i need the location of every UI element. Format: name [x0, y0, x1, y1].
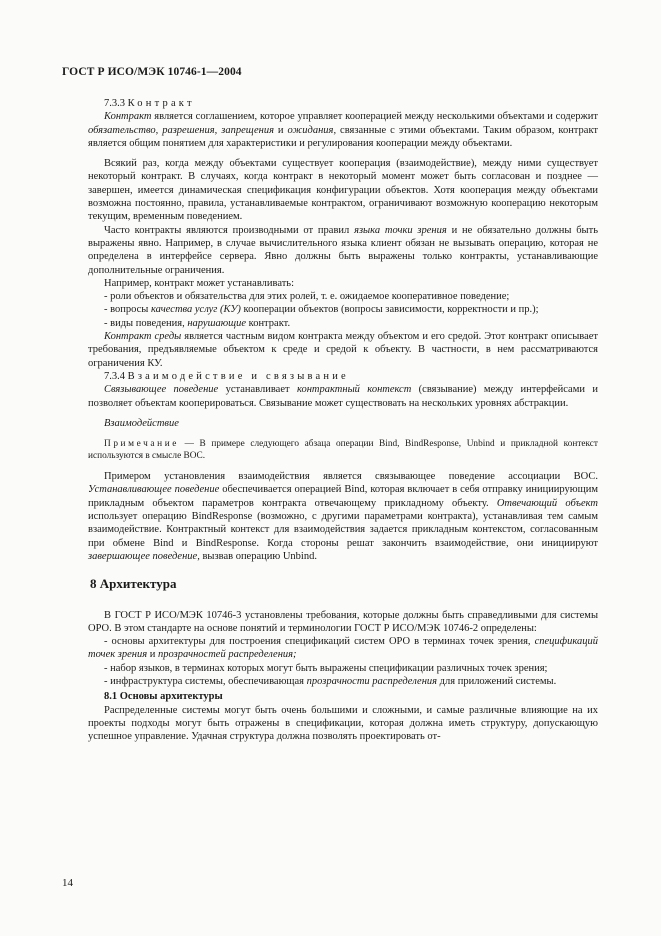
page-number: 14	[62, 877, 73, 889]
paragraph: Контракт является соглашением, которое управляет кооперацией между несколькими объектами и содержит обязательство, разрешения, запрещения и ожидания, связанные с этими объектами. Таким образом, контракт является общим понятием для характеристики и регулирования кооперации между объектами.	[88, 111, 598, 149]
subsection-heading-8-1: 8.1 Основы архитектуры	[104, 691, 223, 703]
paragraph: Примером установления взаимодействия является связывающее поведение ассоциации ВОС. Устанавливающее поведение обеспечивается операцией Bind, которая включает в себя отправку инициирующим прикладным объектом параметров контракта отвечающему прикладному объекту. Отвечающий объект использует операцию BindResponse (возможно, с другими параметрами контракта), устанавливая тем самым взаимодействие. Контрактный контекст для взаимодействия задается прикладным контекстом, согласованным при обмене Bind и BindResponse. Когда стороны решат закончить взаимодействие, они инициируют завершающее поведение, вызвав операцию Unbind.	[88, 471, 598, 562]
paragraph: Часто контракты являются производными от правил языка точки зрения и не обязательно должны быть выражены явно. Например, в случае вычислительного языка клиент обязан не вызывать операцию, которая не определена в интерфейсе сервера. Явно должны быть выражены только контракты, устанавливающие дополнительные ограничения.	[88, 224, 598, 276]
note: Примечание — В примере следующего абзаца операции Bind, BindResponse, Unbind и прикладной контекст используются в смысле ВОС.	[88, 439, 598, 462]
paragraph: Распределенные системы могут быть очень большими и сложными, и самые различные влияющие на их проекты подходы могут быть отражены в спецификации, которая должна иметь структуру, допускающую успешное управление. Удачная структура должна позволять проектировать от-	[88, 704, 598, 743]
paragraph: Например, контракт может устанавливать:	[104, 277, 295, 289]
list-item: - виды поведения, нарушающие контракт.	[104, 317, 291, 329]
subsection-heading-7-3-4: 7.3.4 Взаимодействие и связывание	[104, 370, 349, 382]
subsection-heading-7-3-3: 7.3.3 Контракт	[104, 98, 195, 109]
paragraph: Связывающее поведение устанавливает контрактный контекст (связывание) между интерфейсами и позволяет объектам кооперироваться. Связывание может существовать на нескольких уровнях абстракции.	[88, 384, 598, 409]
section-heading-8: 8 Архитектура	[90, 576, 177, 592]
paragraph: Контракт среды является частным видом контракта между объектом и его средой. Этот контракт описывает требования, предъявляемые объектом к среде и средой к объекту. В частности, в нем рассматриваются ограничения КУ.	[88, 331, 598, 369]
paragraph: В ГОСТ Р ИСО/МЭК 10746-3 установлены требования, которые должны быть справедливыми для системы ОРО. В этом стандарте на основе понятий и терминологии ГОСТ Р ИСО/МЭК 10746-2 определены:	[88, 609, 598, 634]
document-header: ГОСТ Р ИСО/МЭК 10746-1—2004	[62, 66, 242, 78]
document-body	[88, 97, 598, 743]
list-item: - основы архитектуры для построения спецификаций систем ОРО в терминах точек зрения, спецификаций точек зрения и прозрачностей распределения;	[88, 636, 598, 661]
paragraph: Всякий раз, когда между объектами существует кооперация (взаимодействие), между ними существует некоторый контракт. В случаях, когда контракт в некоторый момент может быть согласован и позднее — завершен, имеется динамическая спецификация конфигурации объектов. Хотя кооперация между объектами возможна постоянно, правила, устанавливаемые контрактом, ограничивают возможную кооперацию некоторым текущим, временным поведением.	[88, 158, 598, 223]
paragraph: Взаимодействие	[104, 417, 179, 429]
list-item: - инфраструктура системы, обеспечивающая прозрачности распределения для приложений системы.	[104, 675, 557, 687]
list-item: - вопросы качества услуг (КУ) кооперации объектов (вопросы зависимости, корректности и пр.);	[104, 304, 539, 316]
list-item: - набор языков, в терминах которых могут быть выражены спецификации различных точек зрения;	[104, 662, 548, 674]
list-item: - роли объектов и обязательства для этих ролей, т. е. ожидаемое кооперативное поведение;	[104, 291, 510, 303]
